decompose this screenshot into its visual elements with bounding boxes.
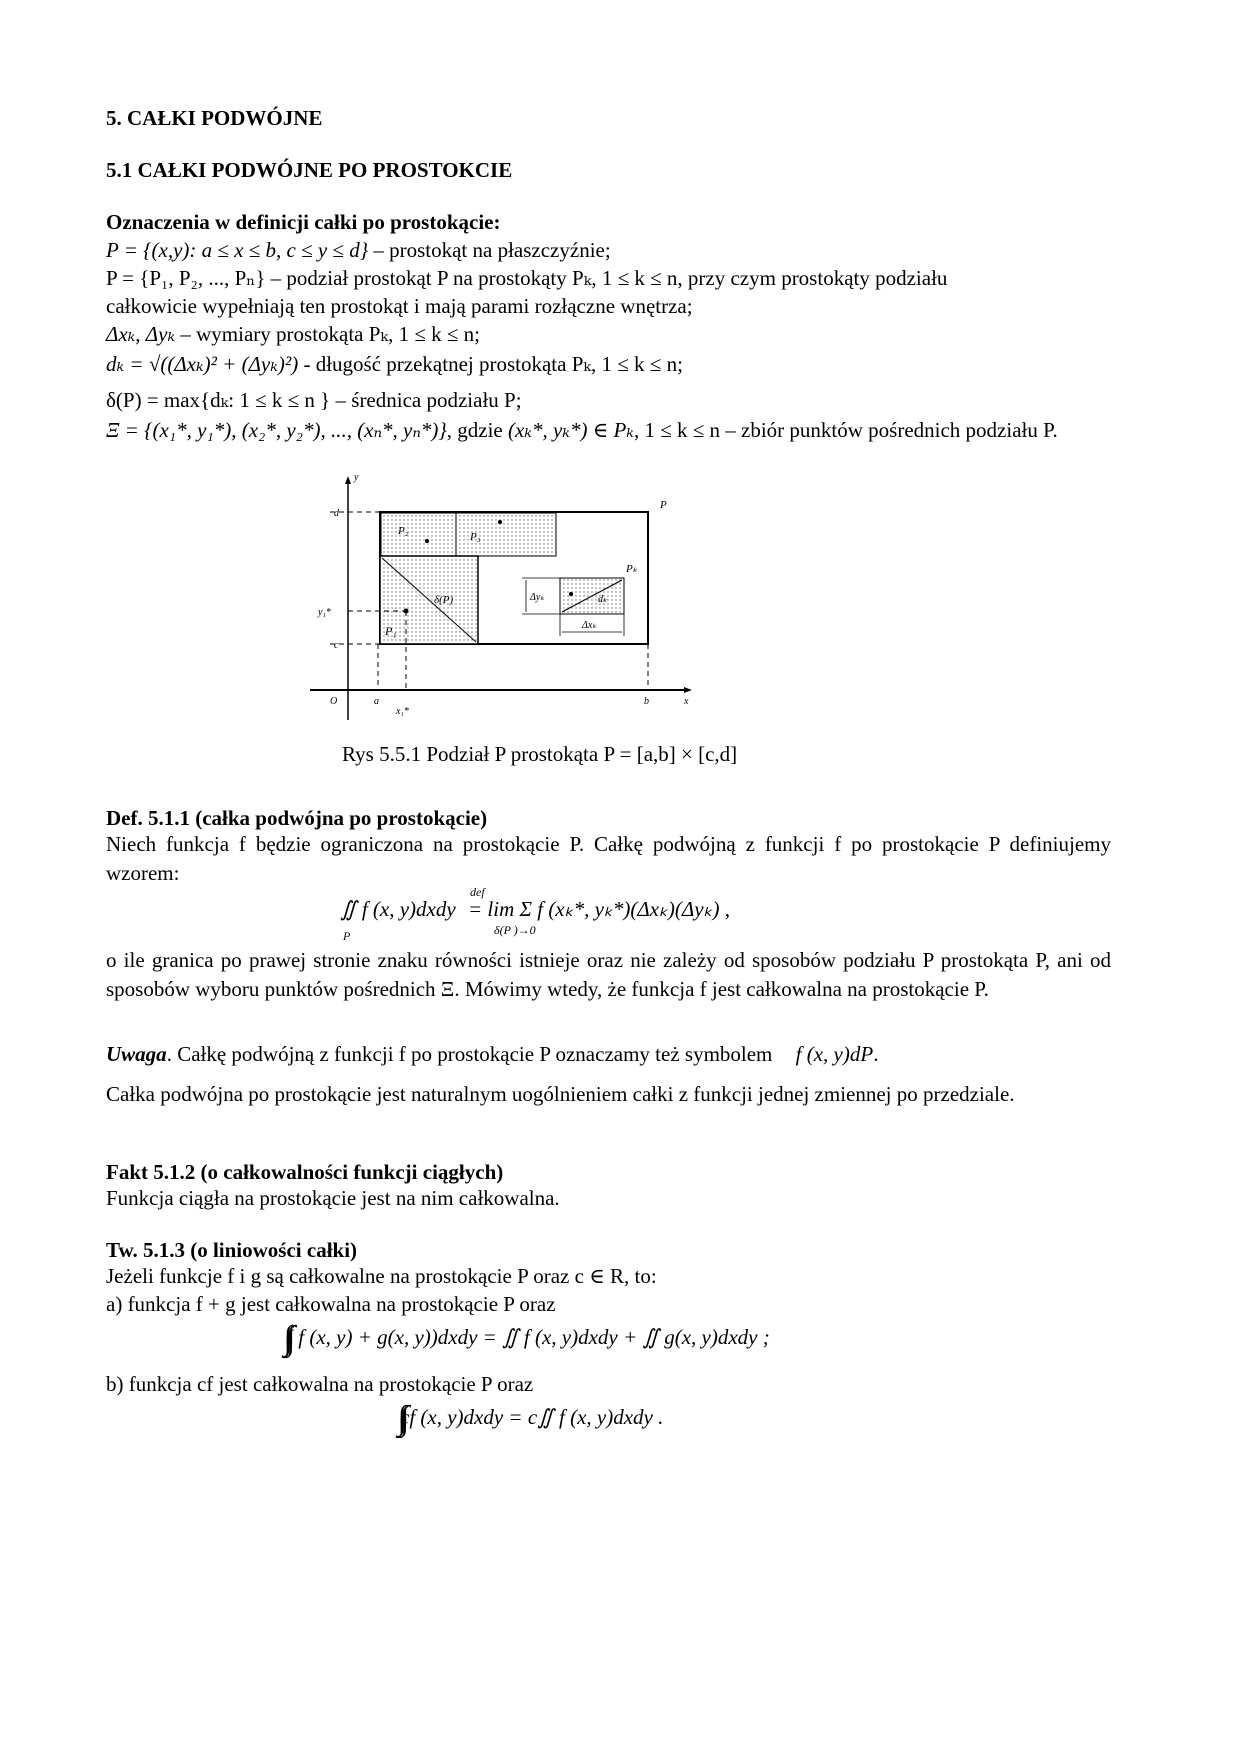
remark: Uwaga. Całkę podwójną z funkcji f po prostokącie P oznaczamy też symbolem f (x, y)dP.	[106, 1042, 879, 1066]
fact-text: Funkcja ciągła na prostokącie jest na nim całkowalna.	[106, 1186, 560, 1210]
svg-text:b: b	[644, 696, 649, 707]
diagonal-formula: dₖ = √((Δxₖ)² + (Δyₖ)²)	[106, 352, 299, 376]
notation-line-7: Ξ = {(x₁*, y₁*), (x₂*, y₂*), ..., (xₙ*, yₙ*)}, gdzie (xₖ*, yₖ*) ∈ Pₖ, 1 ≤ k ≤ n – zbiór punktów pośrednich podziału P.	[106, 418, 1058, 442]
notation-line-2: P = {P₁, P₂, ..., Pₙ} – podział prostokąt P na prostokąty Pₖ, 1 ≤ k ≤ n, przy czym prostokąty podziału	[106, 266, 948, 290]
theorem-formula-a: ( f (x, y) + g(x, y))dxdy = ∬ f (x, y)dxdy + ∬ g(x, y)dxdy ;	[286, 1324, 770, 1349]
chapter-title: 5. CAŁKI PODWÓJNE	[106, 106, 323, 130]
definition-intro: Niech funkcja f będzie ograniczona na prostokącie P. Całkę podwójną z funkcji f po prostokącie P definiujemy wzorem:	[106, 832, 1111, 885]
theorem-intro: Jeżeli funkcje f i g są całkowalne na prostokącie P oraz c ∈ R, to:	[106, 1264, 657, 1288]
diameter-formula: δ(P) = max{dₖ: 1 ≤ k ≤ n }	[106, 388, 331, 412]
svg-text:dₖ: dₖ	[598, 594, 608, 605]
intermediate-points-set: Ξ = {(x₁*, y₁*), (x₂*, y₂*), ..., (xₙ*, yₙ*)}	[106, 418, 447, 442]
svg-text:x₁*: x₁*	[396, 706, 409, 717]
svg-text:P₂: P₂	[398, 525, 409, 537]
svg-text:P₃: P₃	[470, 531, 481, 543]
remark-symbol: f (x, y)dP	[795, 1042, 874, 1066]
definition-heading: Def. 5.1.1 (całka podwójna po prostokącie)	[106, 806, 488, 830]
svg-text:y₁*: y₁*	[318, 607, 331, 618]
svg-text:δ(P): δ(P)	[434, 594, 454, 606]
notation-line-4: Δxₖ, Δyₖ – wymiary prostokąta Pₖ, 1 ≤ k ≤ n;	[106, 322, 480, 346]
fact-heading: Fakt 5.1.2 (o całkowalności funkcji ciągłych)	[106, 1160, 504, 1184]
notation-line-5: dₖ = √((Δxₖ)² + (Δyₖ)²) - długość przekątnej prostokąta Pₖ, 1 ≤ k ≤ n;	[106, 352, 683, 376]
notation-line-3: całkowicie wypełniają ten prostokąt i mają parami rozłączne wnętrza;	[106, 294, 693, 318]
svg-text:Δyₖ: Δyₖ	[530, 592, 545, 603]
figure-caption: Rys 5.5.1 Podział P prostokąta P = [a,b] × [c,d]	[342, 742, 738, 766]
remark-label: Uwaga	[106, 1042, 167, 1066]
svg-text:c: c	[334, 640, 339, 651]
x-axis-label: x	[684, 696, 689, 707]
theorem-part-b: b) funkcja cf jest całkowalna na prostokącie P oraz	[106, 1372, 534, 1396]
svg-text:a: a	[374, 696, 379, 707]
y-axis-label: y	[354, 472, 359, 483]
notation-heading: Oznaczenia w definicji całki po prostokącie:	[106, 210, 501, 234]
section-title: 5.1 CAŁKI PODWÓJNE PO PROSTOKCIE	[106, 158, 513, 182]
notation-line-1: P = {(x,y): a ≤ x ≤ b, c ≤ y ≤ d} – prostokąt na płaszczyźnie;	[106, 238, 611, 262]
theorem-heading: Tw. 5.1.3 (o liniowości całki)	[106, 1238, 358, 1262]
svg-text:Δxₖ: Δxₖ	[582, 620, 597, 631]
definition-formula: ∬ f (x, y)dxdy def = lim Σ f (xₖ*, yₖ*)(Δxₖ)(Δyₖ) , δ(P )→0 P	[340, 885, 730, 943]
svg-text:P: P	[660, 499, 667, 511]
definition-conditions: o ile granica po prawej stronie znaku równości istnieje oraz nie zależy od sposobów podziału P prostokąta P, ani od sposobów wyboru punktów pośrednich Ξ. Mówimy wtedy, że funkcja f jest całkowalna na prostokącie P.	[106, 948, 1111, 1001]
svg-text:Pₖ: Pₖ	[626, 563, 638, 575]
remark-text: Całka podwójna po prostokącie jest naturalnym uogólnieniem całki z funkcji jednej zmiennej po przedziale.	[106, 1082, 1015, 1106]
svg-text:P₁: P₁	[385, 624, 397, 638]
notation-line-6: δ(P) = max{dₖ: 1 ≤ k ≤ n } – średnica podziału P;	[106, 388, 522, 412]
rectangle-definition: P = {(x,y): a ≤ x ≤ b, c ≤ y ≤ d}	[106, 238, 369, 262]
theorem-formula-b: cf (x, y)dxdy = c∬ f (x, y)dxdy .	[400, 1404, 664, 1429]
partition-figure	[310, 470, 700, 725]
svg-text:d: d	[334, 508, 339, 519]
partition-definition: P = {P₁, P₂, ..., Pₙ}	[106, 266, 266, 290]
theorem-part-a: a) funkcja f + g jest całkowalna na prostokącie P oraz	[106, 1292, 556, 1316]
svg-text:O: O	[330, 696, 338, 707]
